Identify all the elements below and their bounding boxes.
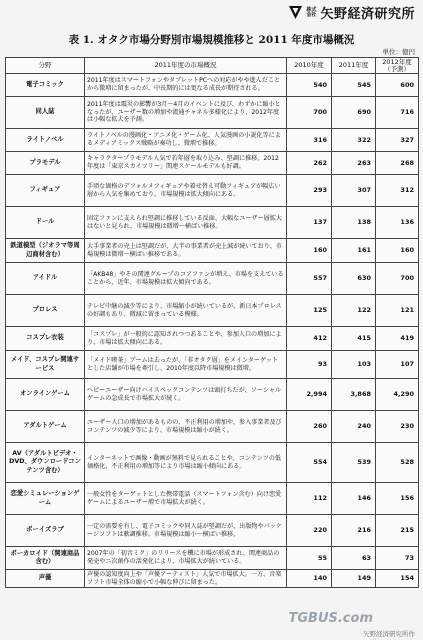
row-field: メイド、コスプレ関連サービス	[6, 351, 85, 379]
table-row	[6, 483, 419, 515]
row-overview: 「メイド喫茶」ブームは去ったが、「非オタク層」をメインターゲットとした店舗が市場を牽引し、2010年度以降市場規模は微増。	[85, 351, 287, 379]
row-overview: キャラクタープラモデル人気で若年層を取り込み、堅調に推移。2012年度は「東京スカイツリー」関連スケールモデルも好調。	[85, 152, 287, 175]
row-value-2010: 293	[287, 175, 332, 207]
table-header-row	[6, 58, 419, 74]
row-value-2010: 140	[287, 570, 332, 588]
row-value-2010: 260	[287, 411, 332, 443]
row-value-2011: 138	[332, 207, 376, 239]
table-row	[6, 207, 419, 239]
row-overview: 一般女性をターゲットとした携帯電話（スマートフォン含む）向け恋愛ゲームによるユーザー増で市場拡大が続く。	[85, 483, 287, 515]
row-value-2011: 149	[332, 570, 376, 588]
row-value-2012: 230	[376, 411, 419, 443]
row-value-2011: 322	[332, 129, 376, 152]
row-overview: 「コスプレ」が一般的に認知されつつあることや、参加人口の増加により、市場は拡大傾向にある。	[85, 327, 287, 351]
row-field: プロレス	[6, 295, 85, 327]
row-value-2011: 545	[332, 74, 376, 97]
row-overview: 2011年度は震災の影響が3月～4月のイベントに及び、わずかに縮小となったが、ユーザー数の増加や流通チャネル多様化により、2012年度は小幅な拡大を予測。	[85, 97, 287, 129]
row-value-2012: 700	[376, 263, 419, 295]
row-field: オンラインゲーム	[6, 379, 85, 411]
brand-logo-icon	[289, 6, 302, 19]
row-overview: ヘビーユーザー向けハイスペックコンテンツは頭打ちだが、ソーシャルゲームの急成長で市場拡大が続く。	[85, 379, 287, 411]
header-2011: 2011年度	[332, 58, 376, 74]
table-row	[6, 152, 419, 175]
row-value-2012: 600	[376, 74, 419, 97]
header-overview: 2011年度の市場概況	[85, 58, 287, 74]
row-field: AV（アダルトビデオ・DVD、ダウンロードコンテンツ含む）	[6, 443, 85, 483]
row-value-2011: 539	[332, 443, 376, 483]
table-body	[6, 74, 419, 588]
row-value-2012: 268	[376, 152, 419, 175]
row-value-2010: 700	[287, 97, 332, 129]
unit-label: 単位：億円	[382, 48, 415, 56]
row-value-2010: 412	[287, 327, 332, 351]
row-value-2010: 557	[287, 263, 332, 295]
brand-prefix: 株式会社	[306, 6, 317, 18]
row-value-2011: 3,868	[332, 379, 376, 411]
row-value-2012: 327	[376, 129, 419, 152]
row-value-2012: 419	[376, 327, 419, 351]
row-overview: 「AKB48」やその関連グループのコアファンが増え、市場を支えていることから、近年、市場規模は拡大傾向である。	[85, 263, 287, 295]
row-value-2011: 415	[332, 327, 376, 351]
row-field: 声優	[6, 570, 85, 588]
row-overview: 2011年度はスマートフォンやタブレットPCへの対応がやや進んだことから微増に留まったが、中長期的には更なる成長が期待される。	[85, 74, 287, 97]
table-row	[6, 175, 419, 207]
row-value-2012: 73	[376, 547, 419, 570]
header-2010: 2010年度	[287, 58, 332, 74]
row-value-2012: 107	[376, 351, 419, 379]
row-value-2010: 160	[287, 239, 332, 263]
row-value-2010: 112	[287, 483, 332, 515]
row-value-2011: 307	[332, 175, 376, 207]
row-overview: 声優の認知度向上や「声優アーティスト」人気で市場拡大。一方、音楽ソフト市場全体の縮小で小幅な伸びに留まった。	[85, 570, 287, 588]
row-overview: 2007年の「初音ミク」のリリースを機に市場が形成され、関連商品の発売やニ次創作の活発化により、市場拡大が続いている。	[85, 547, 287, 570]
row-value-2010: 540	[287, 74, 332, 97]
row-value-2012: 312	[376, 175, 419, 207]
row-value-2010: 2,994	[287, 379, 332, 411]
row-value-2010: 55	[287, 547, 332, 570]
row-overview: 手頃な価格のデフォルメフィギュアや着せ替え可動フィギュアが幅広い層から人気を集めており、市場規模は拡大傾向にある。	[85, 175, 287, 207]
row-field: ライトノベル	[6, 129, 85, 152]
row-value-2011: 122	[332, 295, 376, 327]
header-field: 分野	[6, 58, 85, 74]
row-value-2012: 121	[376, 295, 419, 327]
row-field: フィギュア	[6, 175, 85, 207]
row-value-2011: 216	[332, 515, 376, 547]
table-row	[6, 443, 419, 483]
row-value-2010: 262	[287, 152, 332, 175]
row-value-2011: 103	[332, 351, 376, 379]
row-field: アダルトゲーム	[6, 411, 85, 443]
row-value-2011: 630	[332, 263, 376, 295]
publisher-brand	[289, 3, 415, 22]
row-field: アイドル	[6, 263, 85, 295]
row-overview: 固定ファンに支えられ堅調に推移している反面、大幅なユーザー層拡大はないと見られ、市場規模は微増～横ばい推移。	[85, 207, 287, 239]
table-row	[6, 74, 419, 97]
table-row	[6, 295, 419, 327]
row-value-2010: 554	[287, 443, 332, 483]
table-row	[6, 351, 419, 379]
row-overview: ユーザー人口の増加があるものの、不正利用の増加や、参入事業者及びコンテンツの減少等により、市場規模は縮小が続く。	[85, 411, 287, 443]
row-overview: 大手事業者の売上は堅調だが、大半の事業者が売上減が続いており、市場規模は微増～横ばい推移である。	[85, 239, 287, 263]
row-field: ボーカロイド（関連商品含む）	[6, 547, 85, 570]
row-value-2012: 716	[376, 97, 419, 129]
document-title: 表 1. オタク市場分野別市場規模推移と 2011 年度市場概況	[68, 34, 355, 46]
row-value-2011: 690	[332, 97, 376, 129]
row-field: プラモデル	[6, 152, 85, 175]
row-field: 電子コミック	[6, 74, 85, 97]
row-value-2011: 263	[332, 152, 376, 175]
header-2012: 2012年度 （予測）	[376, 58, 419, 74]
row-value-2010: 125	[287, 295, 332, 327]
row-value-2012: 136	[376, 207, 419, 239]
row-field: コスプレ衣装	[6, 327, 85, 351]
row-value-2012: 154	[376, 570, 419, 588]
table-row	[6, 263, 419, 295]
row-value-2011: 240	[332, 411, 376, 443]
table-row	[6, 570, 419, 588]
row-value-2011: 146	[332, 483, 376, 515]
row-value-2010: 137	[287, 207, 332, 239]
table-row	[6, 515, 419, 547]
row-value-2012: 160	[376, 239, 419, 263]
row-overview: ライトノベルの漫画化・アニメ化・ゲーム化、人気漫画の小説化等によるメディアミックス戦略が奏功し、微増で推移。	[85, 129, 287, 152]
table-row	[6, 411, 419, 443]
row-value-2011: 161	[332, 239, 376, 263]
row-value-2012: 215	[376, 515, 419, 547]
row-field: 恋愛シミュレーションゲーム	[6, 483, 85, 515]
row-field: 鉄道模型（ジオラマ等周辺商材含む）	[6, 239, 85, 263]
row-value-2011: 63	[332, 547, 376, 570]
row-overview: テレビ中継の減少等により、市場縮小が続いているが、新日本プロレスの好調もあり、微減に留まっている模様。	[85, 295, 287, 327]
row-value-2012: 4,290	[376, 379, 419, 411]
row-field: 同人誌	[6, 97, 85, 129]
brand-name: 矢野経済研究所	[320, 7, 415, 22]
row-value-2012: 156	[376, 483, 419, 515]
watermark-logo: TGBUS.com	[288, 611, 373, 626]
row-value-2012: 528	[376, 443, 419, 483]
row-value-2010: 220	[287, 515, 332, 547]
footer-credit: 矢野経済研究所作	[363, 630, 415, 638]
row-overview: 一定の需要を有し、電子コミックや同人誌が堅調だが、出版物やパッケージソフトは軟調推移。市場規模は縮小～横ばい推移。	[85, 515, 287, 547]
table-row	[6, 327, 419, 351]
table-row	[6, 129, 419, 152]
table-row	[6, 97, 419, 129]
row-value-2010: 316	[287, 129, 332, 152]
row-overview: インターネットで画像・動画が無料で見られることや、コンテンツの低価格化、不正利用の増加等により市場は縮小傾向にある。	[85, 443, 287, 483]
market-size-table	[5, 57, 419, 588]
table-row	[6, 547, 419, 570]
table-row	[6, 239, 419, 263]
row-value-2010: 93	[287, 351, 332, 379]
row-field: ボーイズラブ	[6, 515, 85, 547]
row-field: ドール	[6, 207, 85, 239]
table-row	[6, 379, 419, 411]
